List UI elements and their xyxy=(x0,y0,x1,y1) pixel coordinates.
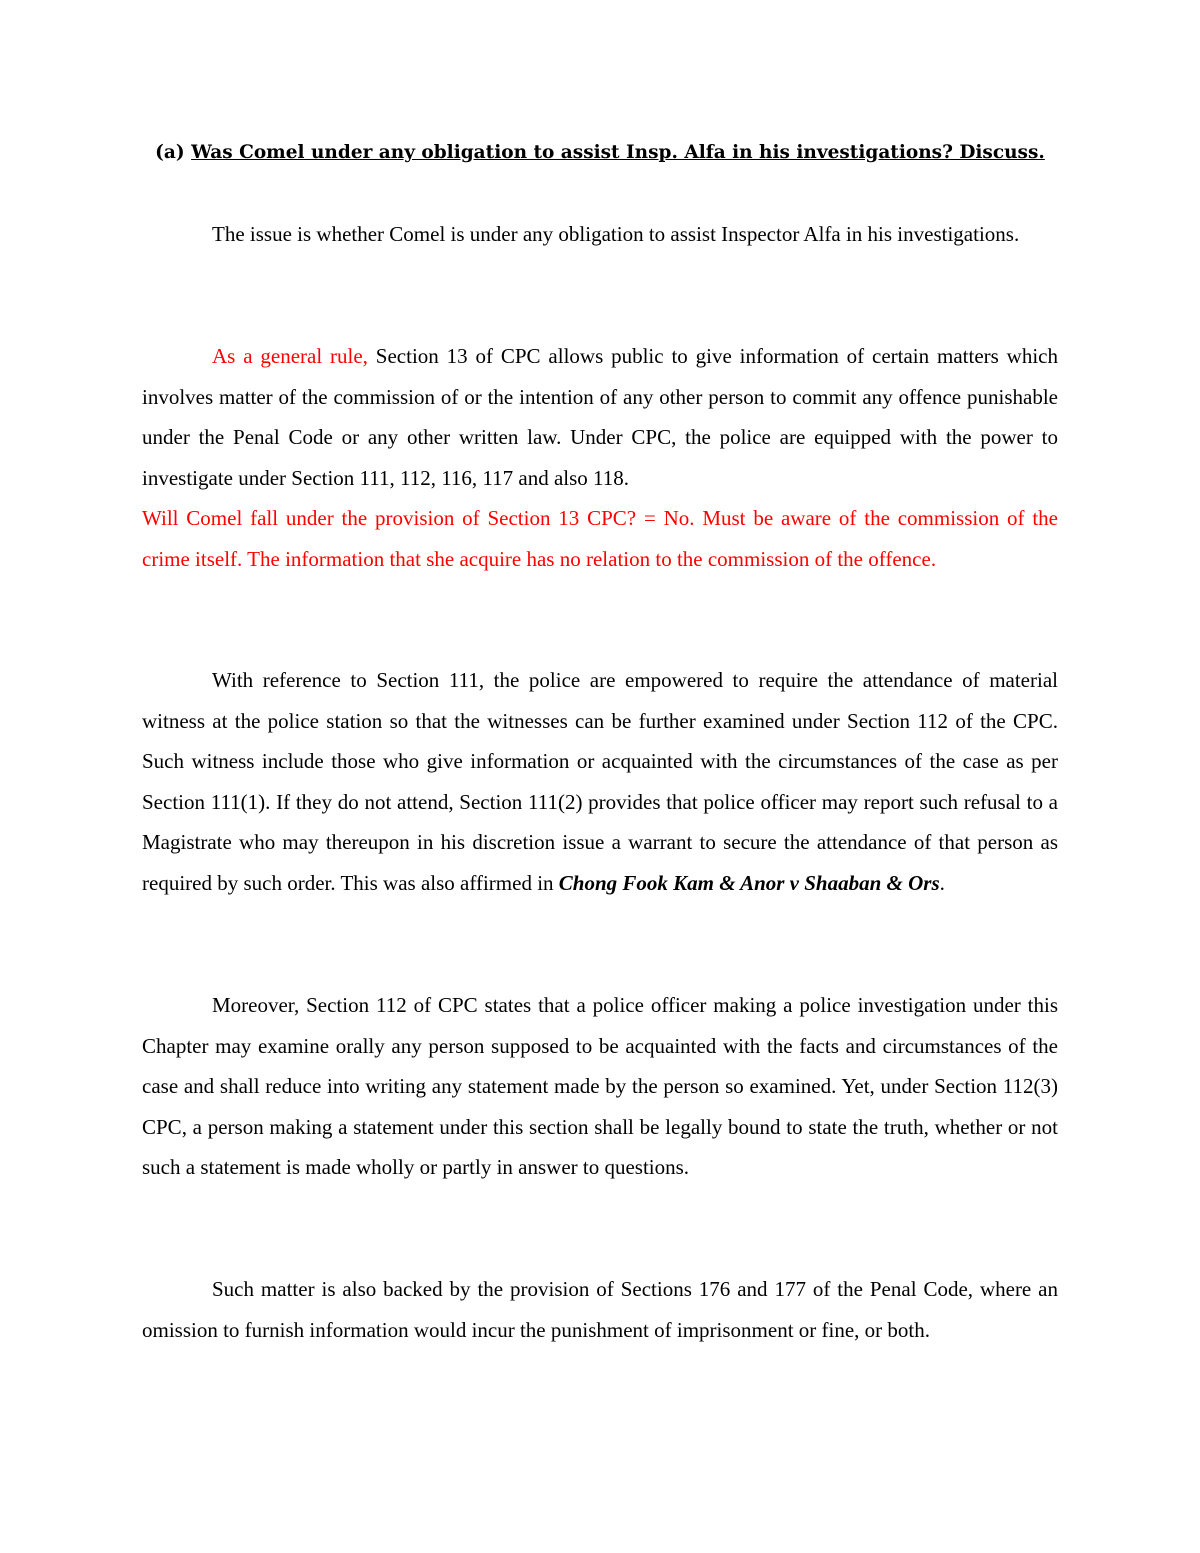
rule-lead: As a general rule, xyxy=(212,344,368,368)
question-label: (a) xyxy=(155,142,185,163)
question-heading xyxy=(142,142,1058,163)
note-paragraph xyxy=(142,498,1058,579)
penal-code-paragraph xyxy=(142,1269,1058,1350)
rule-body: Section 13 of CPC allows public to give information of certain matters which involves matter of the commission of or the intention of any other person to commit any offence punishable under the Penal Code or any other written law. Under CPC, the police are equipped with the power to investigate under Section 111, 112, 116, 117 and also 118. xyxy=(142,344,1058,490)
section-112-paragraph xyxy=(142,985,1058,1188)
section-112-text: Moreover, Section 112 of CPC states that a police officer making a police investigation under this Chapter may examine orally any person supposed to be acquainted with the facts and circumstances of the case and shall reduce into writing any statement made by the person so examined. Yet, under Section 112(3) CPC, a person making a statement under this section shall be legally bound to state the truth, whether or not such a statement is made wholly or partly in answer to questions. xyxy=(142,993,1058,1180)
section-111-end: . xyxy=(939,870,945,895)
rule-paragraph xyxy=(142,336,1058,498)
issue-text: The issue is whether Comel is under any obligation to assist Inspector Alfa in his investigations. xyxy=(212,222,1020,246)
section-111-paragraph xyxy=(142,660,1058,904)
note-text: Will Comel fall under the provision of Section 13 CPC? = No. Must be aware of the commission of the crime itself. The information that she acquire has no relation to the commission of the offence. xyxy=(142,506,1058,571)
issue-paragraph xyxy=(142,214,1058,255)
question-text: Was Comel under any obligation to assist Insp. Alfa in his investigations? Discuss. xyxy=(191,142,1045,163)
case-citation: Chong Fook Kam & Anor v Shaaban & Ors xyxy=(558,870,940,895)
section-111-text: With reference to Section 111, the police are empowered to require the attendance of material witness at the police station so that the witnesses can be further examined under Section 112 of the CPC. Such witness include those who give information or acquainted with the circumstances of the case as per Section 111(1). If they do not attend, Section 111(2) provides that police officer may report such refusal to a Magistrate who may thereupon in his discretion issue a warrant to secure the attendance of that person as required by such order. This was also affirmed in xyxy=(142,668,1058,895)
penal-code-text: Such matter is also backed by the provision of Sections 176 and 177 of the Penal Code, where an omission to furnish information would incur the punishment of imprisonment or fine, or both. xyxy=(142,1277,1058,1342)
